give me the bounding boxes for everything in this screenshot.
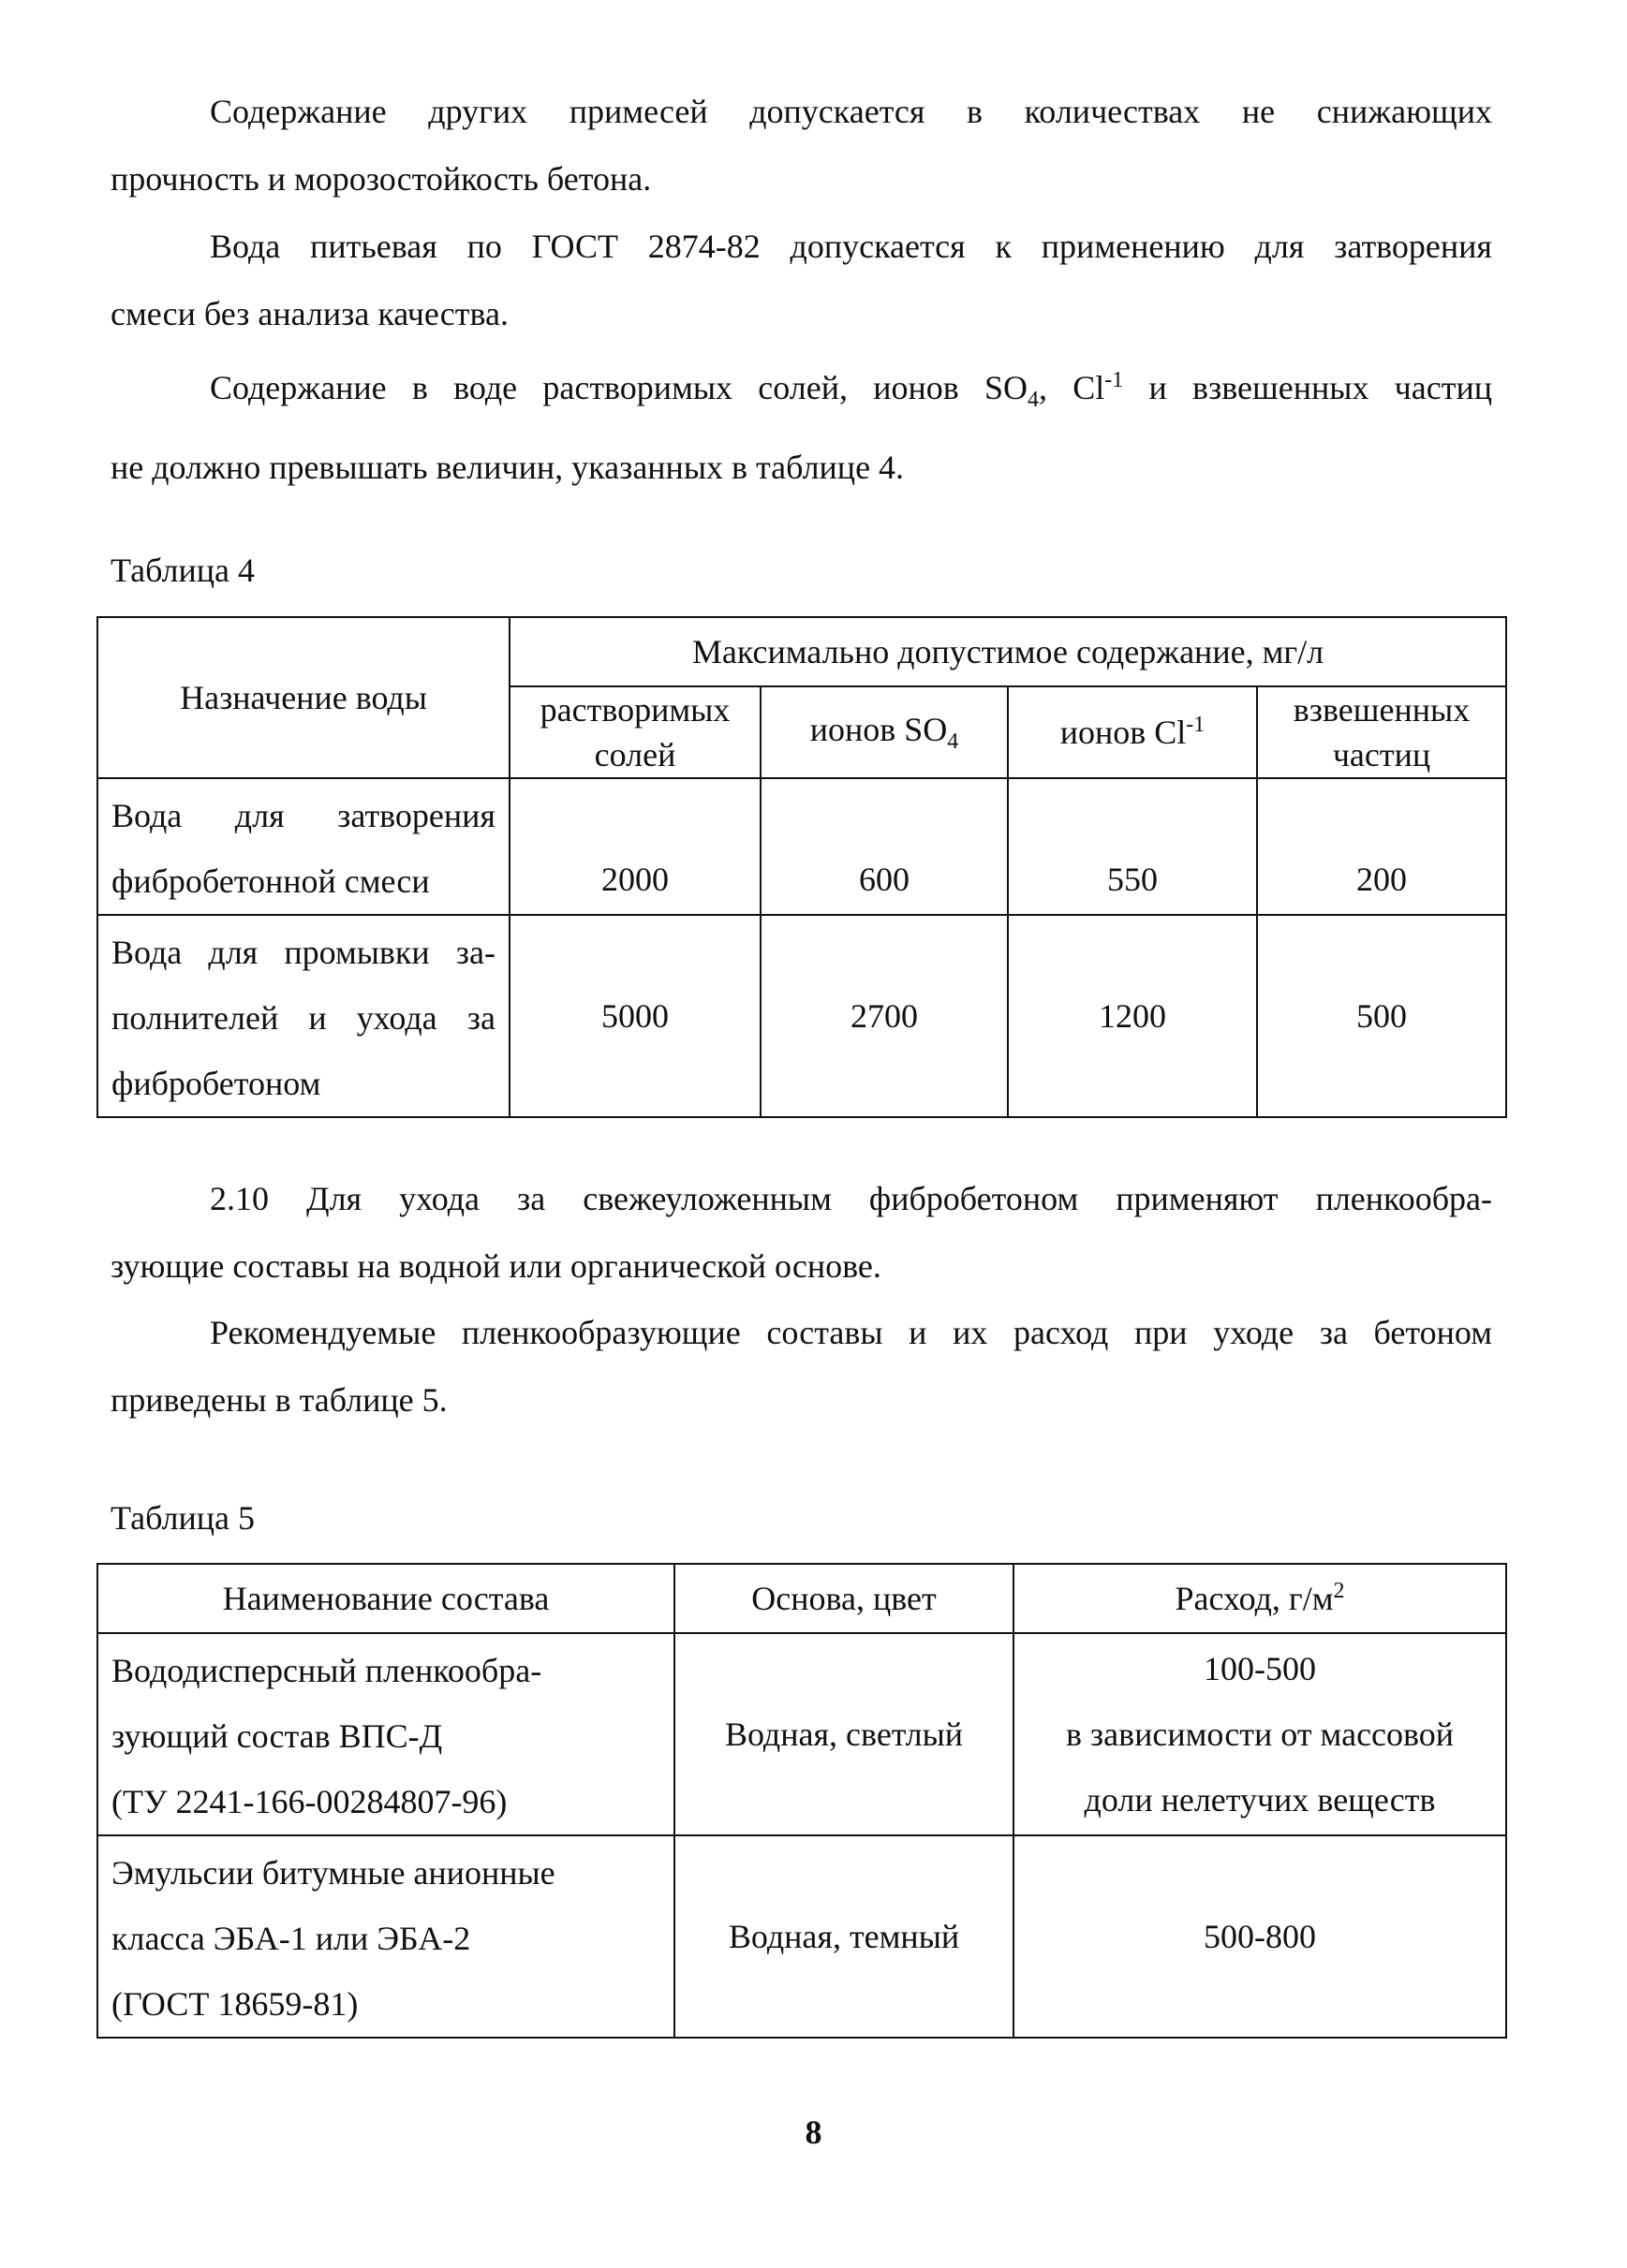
table-row: [97, 778, 1506, 915]
table-4: [96, 616, 1507, 1118]
cell-value: 2000: [510, 778, 761, 915]
header-base: Основа, цвет: [674, 1564, 1013, 1633]
table-row: [97, 915, 1506, 1117]
cell-value: 1200: [1008, 915, 1257, 1117]
table-5: [96, 1563, 1507, 2039]
line: Содержание других примесей допускается в количествах не снижающих: [210, 93, 1492, 130]
page-number: 8: [805, 2113, 822, 2151]
cell-value: 550: [1008, 778, 1257, 915]
composition-name: Вододисперсный пленкообра- зующий состав ВПС-Д (ТУ 2241-166-00284807-96): [97, 1633, 674, 1835]
line: 2.10 Для ухода за свежеуложенным фибробетоном применяют пленкообра-: [210, 1180, 1492, 1217]
header-suspended: взвешенных частиц: [1257, 686, 1506, 778]
header-name: Наименование состава: [97, 1564, 674, 1633]
line: Рекомендуемые пленкообразующие составы и их расход при уходе за бетоном: [210, 1314, 1492, 1351]
paragraph-salts: [111, 346, 1492, 501]
paragraph-impurities: [111, 78, 1492, 213]
composition-base: Водная, темный: [674, 1835, 1013, 2038]
paragraph-recommended: [111, 1299, 1492, 1434]
line: зующие составы на водной или органической основе.: [111, 1247, 881, 1285]
paragraph-care-compositions: [111, 1165, 1492, 1300]
cell-value: 200: [1257, 778, 1506, 915]
header-max-content: Максимально допустимое содержание, мг/л: [510, 617, 1506, 686]
row-label: Вода для промывки за- полнителей и ухода за фибробетоном: [97, 915, 510, 1117]
cell-value: 5000: [510, 915, 761, 1117]
table-row: [97, 1835, 1506, 2038]
table5-caption: Таблица 5: [111, 1499, 255, 1537]
line: не должно превышать величин, указанных в таблице 4.: [111, 449, 905, 487]
line: смеси без анализа качества.: [111, 295, 510, 332]
cell-value: 2700: [761, 915, 1008, 1117]
header-rate: Расход, $г/м^2$: [1013, 1564, 1506, 1633]
composition-name: Эмульсии битумные анионные класса ЭБА-1 или ЭБА-2 (ГОСТ 18659-81): [97, 1835, 674, 2038]
header-cl: ионов $Cl^{-1}$: [1008, 686, 1257, 778]
header-soluble-salts: растворимых солей: [510, 686, 761, 778]
cell-value: 600: [761, 778, 1008, 915]
header-so4: ионов $SO_4$: [761, 686, 1008, 778]
composition-rate: 500-800: [1013, 1835, 1506, 2038]
line: Содержание в воде растворимых солей, ионов $SO_4$, $Cl^{-1}$ и взвешенных частиц: [210, 368, 1493, 413]
line: Вода питьевая по ГОСТ 2874-82 допускается к применению для затворения: [210, 228, 1492, 265]
table4-caption: Таблица 4: [111, 552, 255, 589]
header-purpose: Назначение воды: [97, 617, 510, 778]
composition-rate: 100-500 в зависимости от массовой доли нелетучих веществ: [1013, 1633, 1506, 1835]
line: приведены в таблице 5.: [111, 1381, 448, 1419]
paragraph-drinking-water: [111, 213, 1492, 347]
cell-value: 500: [1257, 915, 1506, 1117]
line: прочность и морозостойкость бетона.: [111, 160, 652, 198]
row-label: Вода для затворения фибробетонной смеси: [97, 778, 510, 915]
table-row: [97, 1633, 1506, 1835]
composition-base: Водная, светлый: [674, 1633, 1013, 1835]
